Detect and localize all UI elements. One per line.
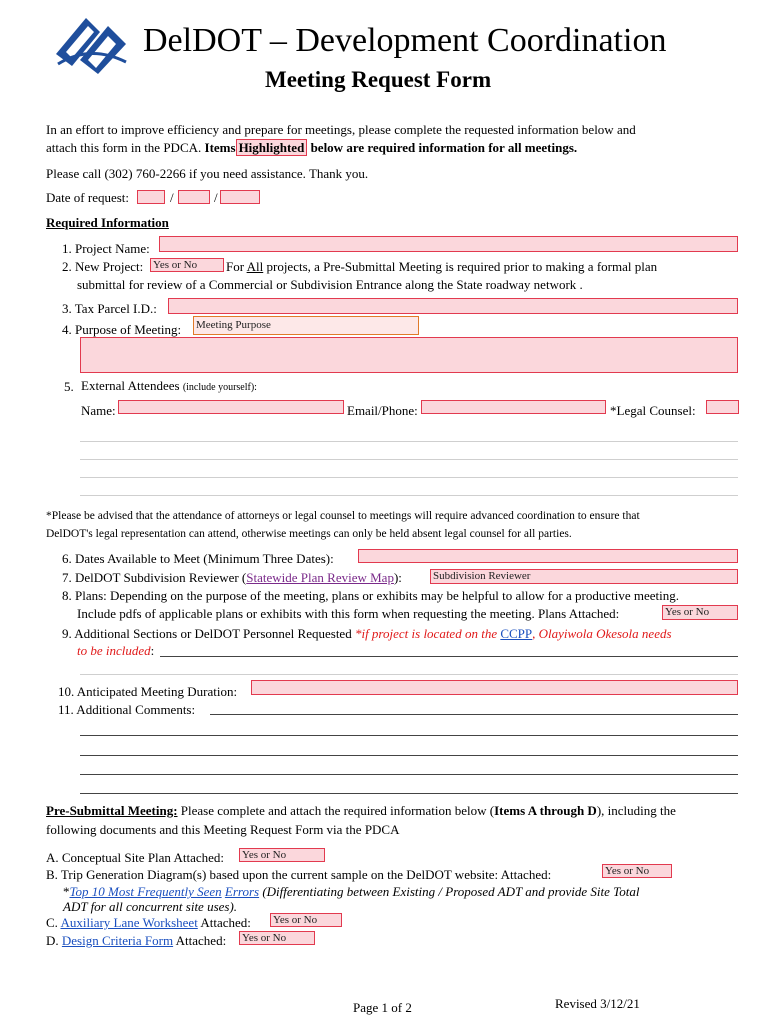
- project-name-field[interactable]: [159, 236, 738, 252]
- design-criteria-attached-field[interactable]: Yes or No: [239, 931, 315, 945]
- intro-line1: In an effort to improve efficiency and prepare for meetings, please complete the requested information below and: [46, 122, 636, 137]
- highlight-sample: Highlighted: [236, 139, 308, 156]
- tax-parcel-field[interactable]: [168, 298, 738, 314]
- top-10-errors-link[interactable]: Top 10 Most Frequently Seen: [69, 884, 222, 899]
- item-b-note-line2: ADT for all concurrent site uses).: [63, 899, 238, 914]
- site-plan-attached-field[interactable]: Yes or No: [239, 848, 325, 862]
- intro-line2: attach this form in the PDCA. Items Highlighted below are required information for all meetings.: [46, 140, 578, 155]
- item5-label: External Attendees (include yourself):: [81, 378, 257, 393]
- item-b-note: *Top 10 Most Frequently Seen Errors (Differentiating between Existing / Proposed ADT and provide Site Total: [63, 884, 640, 899]
- page-number: Page 1 of 2: [353, 1000, 412, 1015]
- required-heading: Required Information: [46, 215, 169, 230]
- comments-line[interactable]: [80, 755, 738, 756]
- attendee-row-line: [80, 477, 738, 478]
- item2-text-line2: submittal for review of a Commercial or Subdivision Entrance along the State roadway network .: [77, 277, 583, 292]
- errors-link[interactable]: Errors: [224, 884, 260, 899]
- item8-line1: 8. Plans: Depending on the purpose of the meeting, plans or exhibits may be helpful to allow for a productive meeting.: [62, 588, 679, 603]
- purpose-description-field[interactable]: [80, 337, 738, 373]
- item9-underline[interactable]: [160, 656, 738, 657]
- item4-label: 4. Purpose of Meeting:: [62, 322, 182, 337]
- date-month-field[interactable]: [137, 190, 165, 204]
- dates-available-field[interactable]: [358, 549, 738, 563]
- date-year-field[interactable]: [220, 190, 260, 204]
- email-phone-label: Email/Phone:: [347, 403, 418, 418]
- comments-line[interactable]: [80, 774, 738, 775]
- presubmittal-line1: Pre-Submittal Meeting: Please complete and attach the required information below (Items A through D), including the: [46, 803, 676, 818]
- item3-label: 3. Tax Parcel I.D.:: [62, 301, 157, 316]
- ccpp-link[interactable]: CCPP: [500, 626, 533, 641]
- legal-notice-line2: DelDOT's legal representation can attend, otherwise meetings can only be held absent legal counsel for all parties.: [46, 528, 572, 540]
- item2-label: 2. New Project:: [62, 259, 144, 274]
- attendee-row-line: [80, 495, 738, 496]
- item9-line2: to be included:: [77, 643, 155, 658]
- page-title: DelDOT – Development Coordination: [143, 22, 667, 59]
- plans-attached-field[interactable]: Yes or No: [662, 605, 738, 620]
- comments-line[interactable]: [80, 735, 738, 736]
- legal-notice-line1: *Please be advised that the attendance of attorneys or legal counsel to meetings will require advanced coordination to ensure that: [46, 510, 640, 522]
- new-project-field[interactable]: Yes or No: [150, 258, 224, 272]
- item2-text: For All projects, a Pre-Submittal Meeting is required prior to making a formal plan: [226, 259, 658, 274]
- attendee-row-line: [80, 441, 738, 442]
- form-subtitle: Meeting Request Form: [265, 67, 492, 92]
- design-criteria-form-link[interactable]: Design Criteria Form: [61, 933, 174, 948]
- attendee-email-field[interactable]: [421, 400, 606, 414]
- trip-generation-attached-field[interactable]: Yes or No: [602, 864, 672, 878]
- legal-counsel-label: *Legal Counsel:: [610, 403, 696, 418]
- date-label: Date of request:: [46, 190, 130, 205]
- item-a-label: A. Conceptual Site Plan Attached:: [46, 850, 224, 865]
- presubmittal-line2: following documents and this Meeting Request Form via the PDCA: [46, 822, 400, 837]
- statewide-map-link[interactable]: Statewide Plan Review Map: [246, 570, 394, 585]
- item10-label: 10. Anticipated Meeting Duration:: [58, 684, 238, 699]
- meeting-duration-field[interactable]: [251, 680, 738, 695]
- item7-label: 7. DelDOT Subdivision Reviewer (Statewide Plan Review Map):: [62, 570, 402, 585]
- item-c-label: C. Auxiliary Lane Worksheet Attached:: [46, 915, 251, 930]
- deldot-logo: [52, 14, 130, 76]
- item-b-label: B. Trip Generation Diagram(s) based upon the current sample on the DelDOT website: Attached:: [46, 867, 552, 882]
- aux-lane-worksheet-link[interactable]: Auxiliary Lane Worksheet: [60, 915, 198, 930]
- comments-line[interactable]: [80, 793, 738, 794]
- intro-line3: Please call (302) 760-2266 if you need assistance. Thank you.: [46, 166, 369, 181]
- purpose-select[interactable]: Meeting Purpose: [193, 316, 419, 335]
- item11-label: 11. Additional Comments:: [58, 702, 196, 717]
- attendee-name-field[interactable]: [118, 400, 344, 414]
- item5-number: 5.: [64, 379, 74, 394]
- comments-line[interactable]: [210, 714, 738, 715]
- date-slash-2: /: [214, 190, 218, 205]
- name-label: Name:: [81, 403, 116, 418]
- item1-label: 1. Project Name:: [62, 241, 150, 256]
- date-day-field[interactable]: [178, 190, 210, 204]
- aux-lane-attached-field[interactable]: Yes or No: [270, 913, 342, 927]
- item9-extra-line: [80, 674, 738, 675]
- item9-line1: 9. Additional Sections or DelDOT Personnel Requested *if project is located on the CCPP, Olayiwola Okesola needs: [62, 626, 672, 641]
- subdivision-reviewer-select[interactable]: Subdivision Reviewer: [430, 569, 738, 584]
- legal-counsel-field[interactable]: [706, 400, 739, 414]
- item-d-label: D. Design Criteria Form Attached:: [46, 933, 227, 948]
- item8-line2: Include pdfs of applicable plans or exhibits with this form when requesting the meeting. Plans Attached:: [77, 606, 620, 621]
- date-slash-1: /: [170, 190, 174, 205]
- item6-label: 6. Dates Available to Meet (Minimum Three Dates):: [62, 551, 334, 566]
- revised-date: Revised 3/12/21: [555, 996, 640, 1011]
- attendee-row-line: [80, 459, 738, 460]
